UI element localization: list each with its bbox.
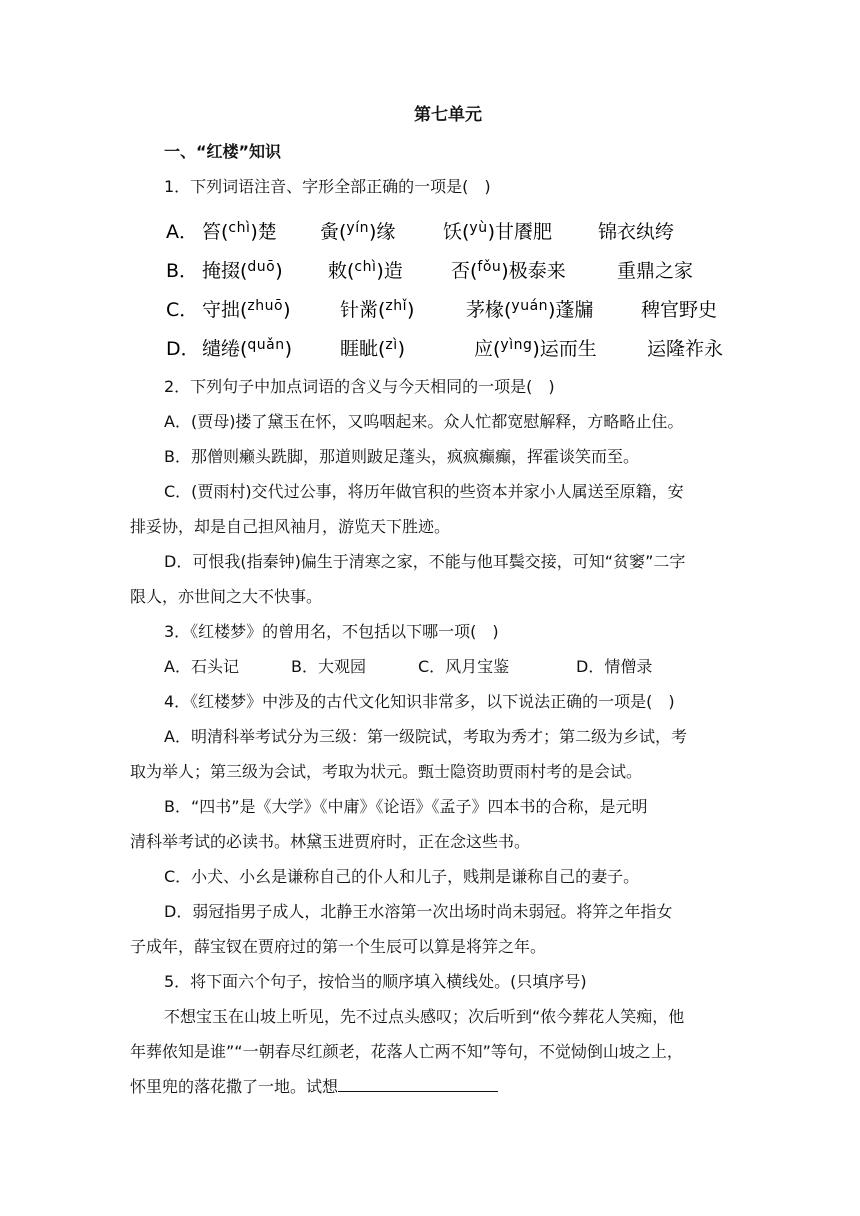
question-1-option-word: 缱绻($^{quǎn}$) bbox=[202, 337, 293, 360]
question-1-option-word: 否($^{fǒu}$)极泰来 bbox=[451, 259, 566, 282]
pinyin-annotation: chì bbox=[228, 220, 251, 236]
question-3-option-b: B．大观园 bbox=[291, 657, 366, 676]
question-2-stem: 2．下列句子中加点词语的含义与今天相同的一项是( ) bbox=[164, 377, 555, 396]
question-2-option-c-cont: 排妥协，却是自己担风袖月，游览天下胜迹。 bbox=[130, 517, 451, 536]
question-2-option-a: A．(贾母)搂了黛玉在怀，又呜咽起来。众人忙都宽慰解释，方略略止住。 bbox=[164, 412, 684, 431]
pinyin-annotation: zhǐ bbox=[385, 298, 408, 314]
page-title: 第七单元 bbox=[414, 105, 482, 125]
question-4-option-d-cont: 子成年，薛宝钗在贾府过的第一个生辰可以算是将笄之年。 bbox=[130, 937, 547, 956]
question-3-option-c: C．风月宝鉴 bbox=[418, 657, 510, 676]
question-4-option-b: B．“四书”是《大学》《中庸》《论语》《孟子》四本书的合称，是元明 bbox=[164, 797, 648, 816]
question-4-option-c: C．小犬、小幺是谦称自己的仆人和儿子，贱荆是谦称自己的妻子。 bbox=[164, 867, 640, 886]
question-1-option-word: 敕($^{chì}$)造 bbox=[328, 259, 403, 282]
question-1-option-word: 运隆祚永 bbox=[647, 338, 724, 360]
question-1-option-word: 应($^{yìng}$)运而生 bbox=[474, 337, 597, 360]
question-5-passage-text: 怀里兜的落花撒了一地。试想 bbox=[130, 1077, 339, 1096]
question-1-option-word: 夤($^{yín}$)缘 bbox=[320, 220, 396, 243]
question-2-option-c: C．(贾雨村)交代过公事，将历年做官积的些资本并家小人属送至原籍，安 bbox=[164, 482, 684, 501]
question-1-option-word: 守拙($^{zhuō}$) bbox=[202, 298, 291, 321]
question-4-option-d: D．弱冠指男子成人，北静王水溶第一次出场时尚未弱冠。将笄之年指女 bbox=[164, 902, 673, 921]
question-5-passage-line-3 bbox=[130, 1076, 498, 1098]
question-1-option-word: 掩掇($^{duō}$) bbox=[202, 259, 283, 282]
question-1-option-word: 重鼎之家 bbox=[617, 260, 694, 282]
question-3-option-d: D．情僧录 bbox=[576, 657, 653, 676]
pinyin-annotation: zhuō bbox=[247, 298, 284, 314]
question-1-option-word: 锦衣纨绔 bbox=[598, 221, 675, 243]
question-1-option-word: 茅椽($^{yuán}$)蓬牖 bbox=[466, 298, 594, 321]
pinyin-annotation: yín bbox=[346, 220, 369, 236]
pinyin-annotation: chì bbox=[354, 259, 377, 275]
pinyin-annotation: yuán bbox=[511, 298, 549, 314]
question-1-option-word: 稗官野史 bbox=[641, 299, 718, 321]
question-4-option-b-cont: 清科举考试的必读书。林黛玉进贾府时，正在念这些书。 bbox=[130, 832, 531, 851]
question-1-option-word: 针黹($^{zhǐ}$) bbox=[340, 298, 415, 321]
pinyin-annotation: yù bbox=[469, 220, 488, 236]
question-4-option-a-cont: 取为举人；第三级为会试，考取为状元。甄士隐资助贾雨村考的是会试。 bbox=[130, 762, 643, 781]
pinyin-annotation: quǎn bbox=[247, 337, 285, 353]
question-5-passage-line-2: 年葬侬知是谁”“一朝春尽红颜老，花落人亡两不知”等句，不觉恸倒山坡之上， bbox=[130, 1042, 683, 1061]
question-1-option-label: D． bbox=[166, 338, 200, 360]
question-1-option-label: A． bbox=[166, 221, 198, 243]
question-5-stem: 5．将下面六个句子，按恰当的顺序填入横线处。(只填序号) bbox=[164, 972, 587, 991]
answer-blank[interactable] bbox=[338, 1077, 498, 1092]
question-3-option-a: A．石头记 bbox=[164, 657, 239, 676]
question-1-option-word: 笞($^{chì}$)楚 bbox=[202, 220, 277, 243]
question-3-stem: 3．《红楼梦》的曾用名，不包括以下哪一项( ) bbox=[164, 622, 499, 641]
section-heading: 一、“红楼”知识 bbox=[164, 142, 282, 161]
pinyin-annotation: yìng bbox=[500, 337, 533, 353]
question-2-option-d-cont: 限人，亦世间之大不快事。 bbox=[130, 587, 323, 606]
question-4-option-a: A．明清科举考试分为三级：第一级院试，考取为秀才；第二级为乡试，考 bbox=[164, 727, 687, 746]
question-1-option-label: C． bbox=[166, 299, 199, 321]
question-1-stem: 1．下列词语注音、字形全部正确的一项是( ) bbox=[164, 177, 491, 196]
question-2-option-d: D．可恨我(指秦钟)偏生于清寒之家，不能与他耳鬓交接，可知“贫窭”二字 bbox=[164, 552, 686, 571]
question-2-option-b: B．那僧则癞头跣脚，那道则跛足蓬头，疯疯癫癫，挥霍谈笑而至。 bbox=[164, 447, 639, 466]
question-5-passage-line-1: 不想宝玉在山坡上听见，先不过点头感叹；次后听到“侬今葬花人笑痴，他 bbox=[164, 1007, 685, 1026]
question-1-option-word: 睚眦($^{zì}$) bbox=[340, 337, 406, 360]
pinyin-annotation: fǒu bbox=[477, 259, 502, 275]
question-4-stem: 4．《红楼梦》中涉及的古代文化知识非常多，以下说法正确的一项是( ) bbox=[164, 692, 675, 711]
question-1-option-word: 饫($^{yù}$)甘餍肥 bbox=[443, 220, 553, 243]
pinyin-annotation: zì bbox=[385, 337, 398, 353]
question-1-option-label: B． bbox=[166, 260, 199, 282]
pinyin-annotation: duō bbox=[247, 259, 276, 275]
